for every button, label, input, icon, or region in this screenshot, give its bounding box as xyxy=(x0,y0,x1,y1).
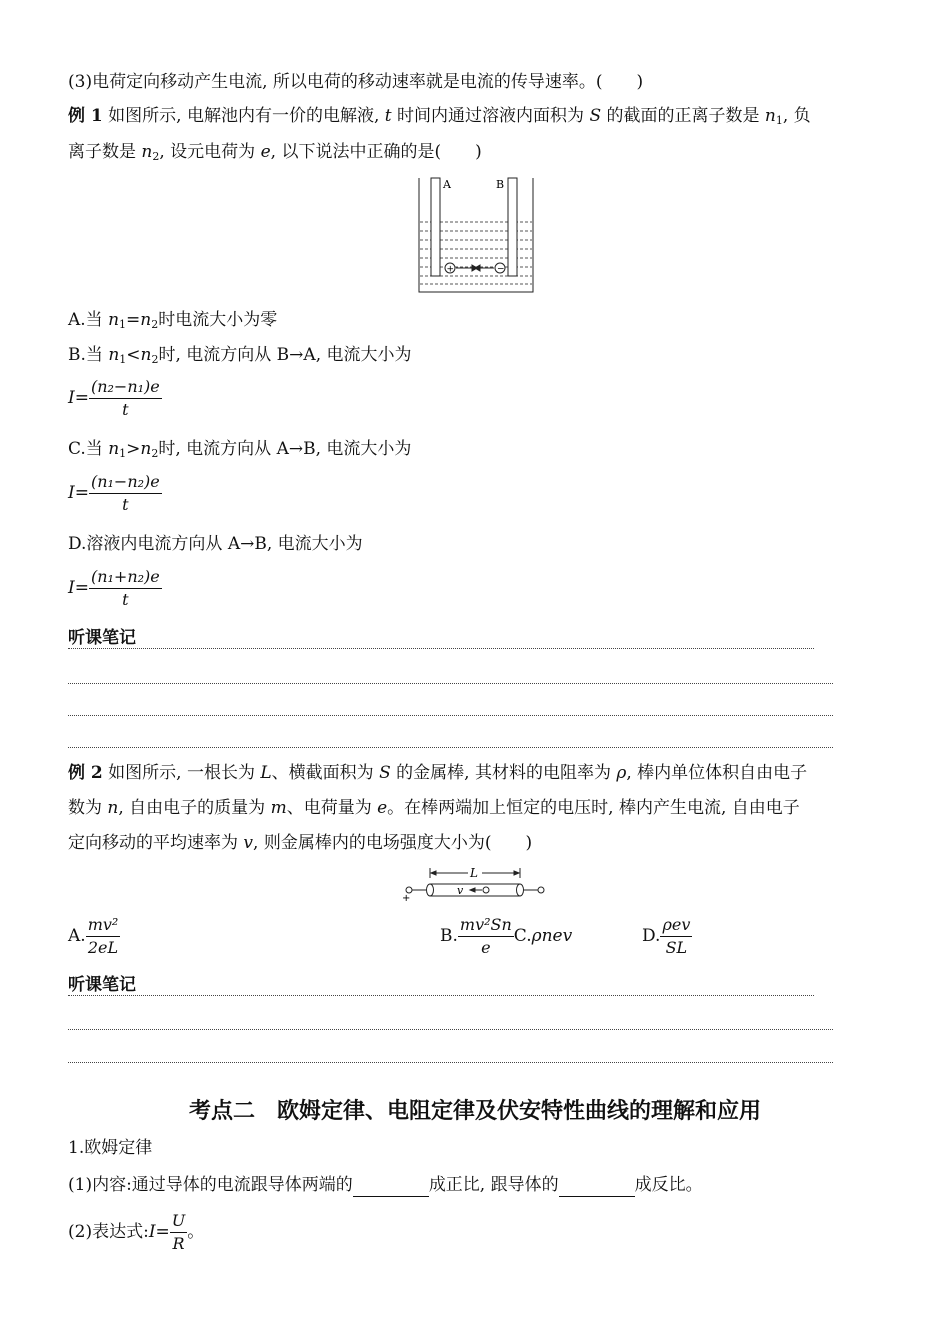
text: , 以下说法中正确的是( ) xyxy=(270,142,482,162)
label: B. xyxy=(440,926,458,946)
sub: 2 xyxy=(151,318,159,331)
text: , 负 xyxy=(782,106,811,126)
example1-stem-line1 xyxy=(68,104,811,133)
text: (2)表达式: xyxy=(68,1222,149,1242)
notes-line[interactable] xyxy=(68,747,833,748)
rod-end xyxy=(517,884,524,896)
notes-line[interactable] xyxy=(68,648,814,649)
var-n: n xyxy=(108,439,120,459)
example1-option-B-formula xyxy=(68,376,162,421)
var-n: n xyxy=(140,345,152,365)
sub: 2 xyxy=(151,353,159,366)
text: 成反比。 xyxy=(634,1175,703,1195)
frac-den: t xyxy=(122,400,129,419)
text: 成正比, 跟导体的 xyxy=(428,1175,559,1195)
notes-line[interactable] xyxy=(68,683,833,684)
example1-option-D-formula xyxy=(68,566,162,611)
text: C.当 xyxy=(68,439,109,459)
label-plus: + xyxy=(402,893,411,902)
label-minus: − xyxy=(497,264,505,275)
sub: 2 xyxy=(151,447,159,460)
text: 、横截面积为 xyxy=(271,763,380,783)
text: (1)内容:通过导体的电流跟导体两端的 xyxy=(68,1175,353,1195)
text: , 自由电子的质量为 xyxy=(118,798,271,818)
var-L: L xyxy=(260,763,272,783)
I-eq: I= xyxy=(68,388,89,408)
text: 数为 xyxy=(68,798,108,818)
frac-den: 2eL xyxy=(87,938,119,957)
label: D. xyxy=(642,926,661,946)
electron xyxy=(483,887,489,893)
judgement-item-3 xyxy=(68,70,643,94)
var-e: e xyxy=(377,798,388,818)
section-heading: 考点二 欧姆定律、电阻定律及伏安特性曲线的理解和应用 xyxy=(188,1098,761,1124)
var-n: n xyxy=(141,142,153,162)
text: , 设元电荷为 xyxy=(159,142,261,162)
text: 的金属棒, 其材料的电阻率为 xyxy=(390,763,617,783)
var-m: m xyxy=(270,798,287,818)
example1-option-B xyxy=(68,343,412,372)
I-eq: I= xyxy=(68,578,89,598)
electrode-A xyxy=(431,178,440,276)
frac-num: mv² xyxy=(86,914,121,937)
text: B.当 xyxy=(68,345,109,365)
metal-rod-figure xyxy=(402,864,550,902)
example1-option-A xyxy=(68,308,277,337)
terminal-right xyxy=(538,887,544,893)
text: 的截面的正离子数是 xyxy=(601,106,765,126)
example2-label: 例 2 xyxy=(68,763,103,783)
rel: < xyxy=(126,345,141,365)
example2-stem-line1 xyxy=(68,761,807,785)
text: 时电流大小为零 xyxy=(158,310,278,330)
frac-den: R xyxy=(172,1234,185,1253)
var-S: S xyxy=(379,763,391,783)
var-t: t xyxy=(384,106,392,126)
text: 如图所示, 一根长为 xyxy=(102,763,261,783)
text: , 则金属棒内的电场强度大小为( ) xyxy=(253,833,533,853)
var-rho: ρ xyxy=(616,763,627,783)
var-n: n xyxy=(140,310,152,330)
option-C-value: ρnev xyxy=(531,926,573,946)
label-B: B xyxy=(496,178,505,191)
var-n: n xyxy=(140,439,152,459)
example1-option-C-formula xyxy=(68,471,162,516)
text: 。在棒两端加上恒定的电压时, 棒内产生电流, 自由电子 xyxy=(387,798,800,818)
text: 离子数是 xyxy=(68,142,142,162)
example2-stem-line2 xyxy=(68,796,800,820)
ohm-law-content xyxy=(68,1173,703,1197)
frac-den: e xyxy=(481,938,491,957)
text: , 棒内单位体积自由电子 xyxy=(626,763,808,783)
example1-option-C xyxy=(68,437,411,466)
var-n: n xyxy=(108,310,120,330)
frac-num: (n₁+n₂)e xyxy=(89,566,162,589)
notes-line[interactable] xyxy=(68,995,814,996)
var-S: S xyxy=(589,106,602,126)
notes-line[interactable] xyxy=(68,715,833,716)
example1-stem-line2 xyxy=(68,140,482,169)
electrolytic-cell-figure xyxy=(416,176,536,294)
frac-num: U xyxy=(170,1210,187,1233)
text: 定向移动的平均速率为 xyxy=(68,833,244,853)
label: A. xyxy=(68,926,86,946)
var-v: v xyxy=(243,833,254,853)
fill-blank-2[interactable] xyxy=(559,1178,635,1197)
text: 。 xyxy=(187,1222,205,1242)
frac-num: (n₂−n₁)e xyxy=(89,376,162,399)
frac-den: t xyxy=(122,495,129,514)
sub: 2 xyxy=(152,150,160,163)
notes-label-1: 听课笔记 xyxy=(68,628,136,648)
ohm-law-title: 1.欧姆定律 xyxy=(68,1138,153,1158)
electrode-B xyxy=(508,178,517,276)
judgement-item-3-text: (3)电荷定向移动产生电流, 所以电荷的移动速率就是电流的传导速率。( ) xyxy=(68,72,644,92)
label-plus: + xyxy=(446,264,455,275)
text: 时间内通过溶液内面积为 xyxy=(391,106,590,126)
sub: 1 xyxy=(119,318,127,331)
var-n: n xyxy=(107,798,119,818)
sub: 1 xyxy=(119,447,127,460)
var-n: n xyxy=(764,106,776,126)
frac-num: (n₁−n₂)e xyxy=(89,471,162,494)
label: C. xyxy=(513,926,532,946)
sub: 1 xyxy=(119,353,127,366)
text: 时, 电流方向从 A→B, 电流大小为 xyxy=(158,439,412,459)
I-eq: I= xyxy=(68,483,89,503)
example2-option-D xyxy=(642,914,692,959)
var-n: n xyxy=(108,345,120,365)
label-v: v xyxy=(457,884,464,897)
frac-num: mv²Sn xyxy=(458,914,514,937)
example2-option-B xyxy=(440,914,572,959)
rel: = xyxy=(126,310,141,330)
text: A.当 xyxy=(68,310,109,330)
example2-option-A xyxy=(68,914,120,959)
notes-label-2: 听课笔记 xyxy=(68,975,136,995)
label-A: A xyxy=(443,178,451,191)
notes-line[interactable] xyxy=(68,1029,833,1030)
fill-blank-1[interactable] xyxy=(353,1178,429,1197)
I-eq: I= xyxy=(148,1222,170,1242)
sub: 1 xyxy=(775,114,783,127)
notes-line[interactable] xyxy=(68,1062,833,1063)
ohm-law-expression xyxy=(68,1210,204,1255)
text: 、电荷量为 xyxy=(286,798,378,818)
text: 时, 电流方向从 B→A, 电流大小为 xyxy=(158,345,412,365)
frac-num: ρev xyxy=(660,914,692,937)
example2-stem-line3 xyxy=(68,831,532,855)
rel: > xyxy=(126,439,141,459)
var-e: e xyxy=(260,142,271,162)
frac-den: t xyxy=(122,590,129,609)
frac-den: SL xyxy=(665,938,688,957)
example1-label: 例 1 xyxy=(68,106,103,126)
text: 如图所示, 电解池内有一价的电解液, xyxy=(102,106,385,126)
example1-option-D xyxy=(68,532,363,556)
label-L: L xyxy=(470,866,478,880)
text: D.溶液内电流方向从 A→B, 电流大小为 xyxy=(68,534,363,554)
